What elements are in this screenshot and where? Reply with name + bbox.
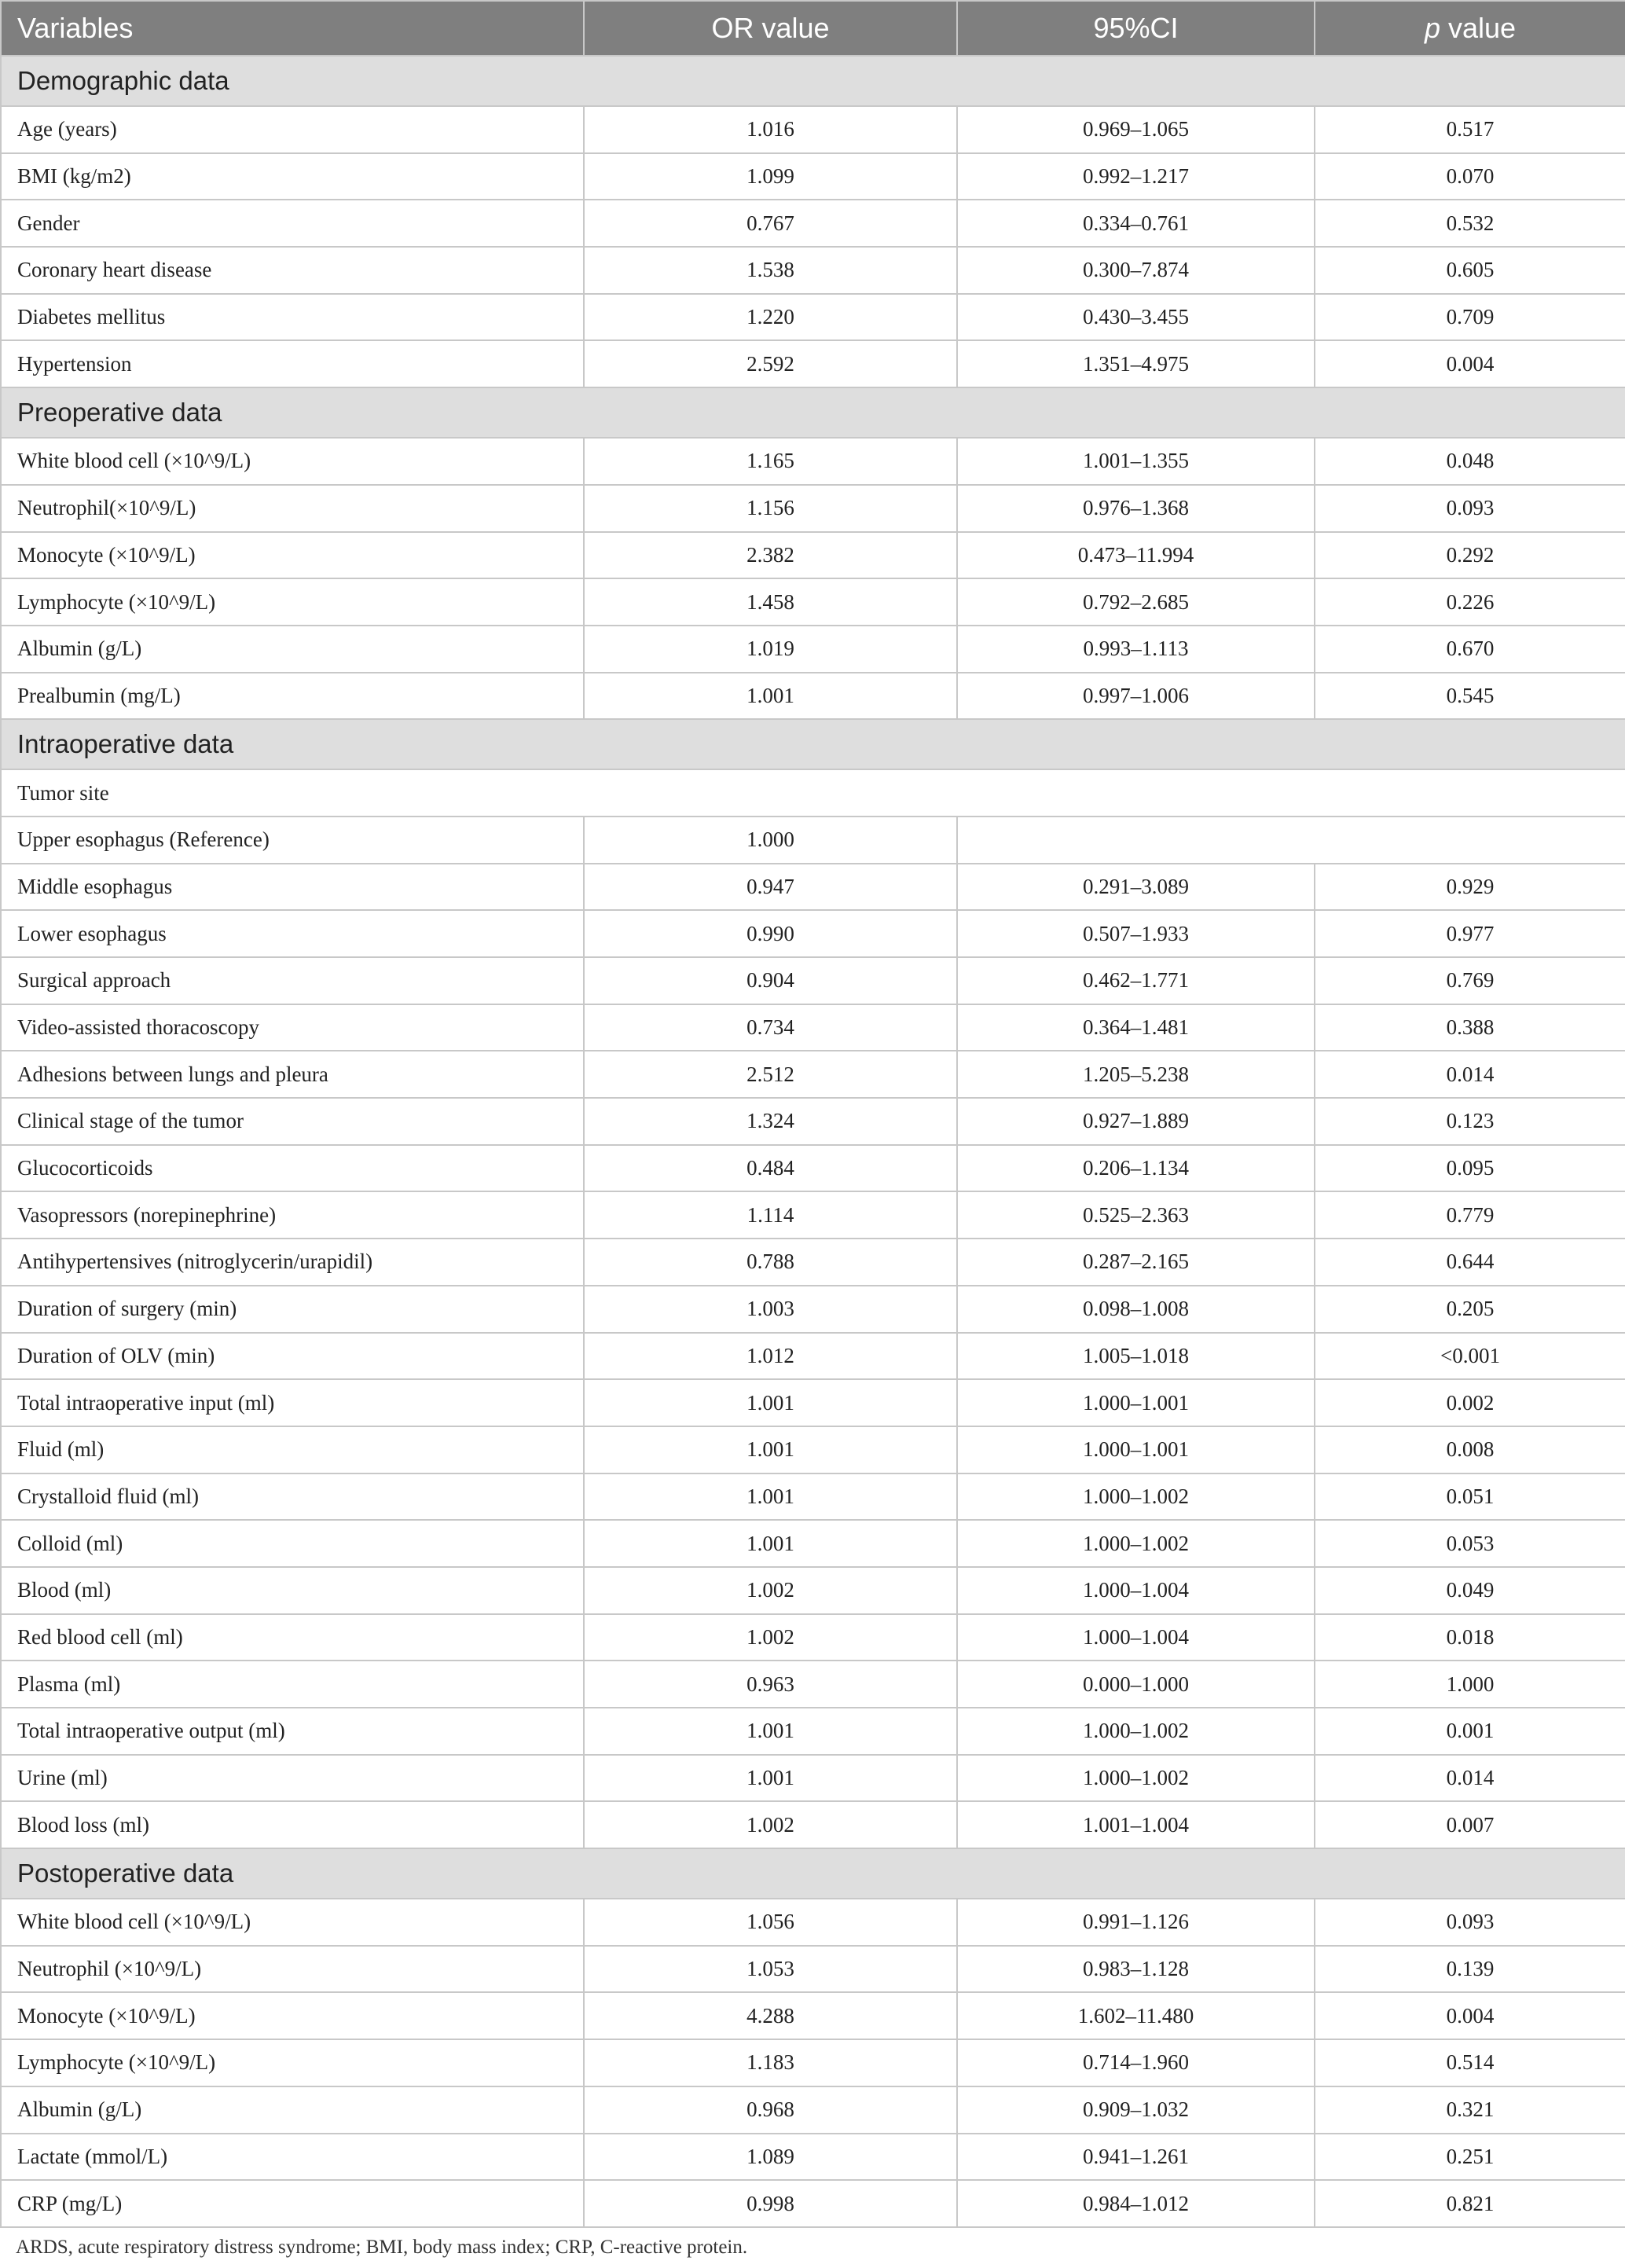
p-value-cell: 0.709: [1315, 294, 1625, 341]
table-row: [1, 438, 1625, 485]
or-value-cell: 1.016: [584, 106, 957, 153]
variable-cell: Colloid (ml): [1, 1520, 584, 1567]
or-value-cell: 1.114: [584, 1191, 957, 1239]
ci-cell: 0.507–1.933: [957, 910, 1315, 957]
or-value-cell: 1.012: [584, 1333, 957, 1380]
variable-cell: Duration of OLV (min): [1, 1333, 584, 1380]
table-row: [1, 153, 1625, 200]
variable-cell: Antihypertensives (nitroglycerin/urapidil): [1, 1239, 584, 1286]
p-value-cell: 0.388: [1315, 1004, 1625, 1051]
table-row: [1, 1520, 1625, 1567]
p-value-cell: 0.002: [1315, 1379, 1625, 1426]
table-row: [1, 673, 1625, 720]
variable-cell: Hypertension: [1, 340, 584, 387]
p-value-cell: 0.779: [1315, 1191, 1625, 1239]
ci-cell: 0.984–1.012: [957, 2180, 1315, 2227]
variable-cell: White blood cell (×10^9/L): [1, 438, 584, 485]
section-title: Postoperative data: [1, 1848, 1625, 1899]
variable-cell: White blood cell (×10^9/L): [1, 1899, 584, 1946]
ci-cell: 0.473–11.994: [957, 532, 1315, 579]
ci-cell: 0.714–1.960: [957, 2039, 1315, 2086]
variable-cell: Lower esophagus: [1, 910, 584, 957]
group-label: Tumor site: [1, 769, 1625, 817]
ci-cell: 1.005–1.018: [957, 1333, 1315, 1380]
variable-cell: Albumin (g/L): [1, 2086, 584, 2134]
ci-cell: 0.287–2.165: [957, 1239, 1315, 1286]
table-body: [1, 56, 1625, 2227]
ci-cell: 0.927–1.889: [957, 1098, 1315, 1145]
p-value-cell: 0.205: [1315, 1286, 1625, 1333]
or-value-cell: 2.592: [584, 340, 957, 387]
table-row: [1, 1145, 1625, 1192]
ci-cell: 0.969–1.065: [957, 106, 1315, 153]
table-row: [1, 2039, 1625, 2086]
ci-cell: 0.993–1.113: [957, 626, 1315, 673]
p-value-cell: 0.532: [1315, 200, 1625, 247]
table-row: [1, 1661, 1625, 1708]
table-row: [1, 247, 1625, 294]
variable-cell: Adhesions between lungs and pleura: [1, 1051, 584, 1098]
variable-cell: Diabetes mellitus: [1, 294, 584, 341]
ci-cell: 0.291–3.089: [957, 864, 1315, 911]
variable-cell: Crystalloid fluid (ml): [1, 1473, 584, 1521]
variable-cell: Clinical stage of the tumor: [1, 1098, 584, 1145]
table-row: [1, 626, 1625, 673]
or-value-cell: 4.288: [584, 1992, 957, 2039]
or-value-cell: 1.001: [584, 1755, 957, 1802]
p-value-cell: 0.014: [1315, 1755, 1625, 1802]
ci-cell: 1.602–11.480: [957, 1992, 1315, 2039]
p-value-cell: 0.048: [1315, 438, 1625, 485]
ci-cell: 0.430–3.455: [957, 294, 1315, 341]
table-row: [1, 578, 1625, 626]
ci-cell: 0.992–1.217: [957, 153, 1315, 200]
p-value-cell: 0.139: [1315, 1946, 1625, 1993]
table-row: [1, 1473, 1625, 1521]
variable-cell: BMI (kg/m2): [1, 153, 584, 200]
ci-cell: 1.000–1.001: [957, 1379, 1315, 1426]
variable-cell: Duration of surgery (min): [1, 1286, 584, 1333]
p-value-cell: 0.053: [1315, 1520, 1625, 1567]
or-value-cell: 1.324: [584, 1098, 957, 1145]
variable-cell: Total intraoperative input (ml): [1, 1379, 584, 1426]
or-value-cell: 1.001: [584, 1708, 957, 1755]
or-value-cell: 1.165: [584, 438, 957, 485]
variable-cell: Blood (ml): [1, 1567, 584, 1614]
or-value-cell: 1.002: [584, 1567, 957, 1614]
ci-cell: 1.001–1.355: [957, 438, 1315, 485]
table-footnote: ARDS, acute respiratory distress syndrome; BMI, body mass index; CRP, C-reactive protein.: [16, 2237, 748, 2258]
ci-cell: 0.997–1.006: [957, 673, 1315, 720]
table-row: [1, 817, 1625, 864]
variable-cell: Neutrophil (×10^9/L): [1, 1946, 584, 1993]
table-row: [1, 1051, 1625, 1098]
p-value-cell: 0.321: [1315, 2086, 1625, 2134]
or-value-cell: 0.947: [584, 864, 957, 911]
section-header-row: [1, 1848, 1625, 1899]
table-row: [1, 1426, 1625, 1473]
variable-cell: Video-assisted thoracoscopy: [1, 1004, 584, 1051]
p-value-cell: 0.517: [1315, 106, 1625, 153]
variable-cell: Albumin (g/L): [1, 626, 584, 673]
p-value-cell: 0.093: [1315, 485, 1625, 532]
or-value-cell: 2.382: [584, 532, 957, 579]
ci-cell: 1.000–1.002: [957, 1708, 1315, 1755]
variable-cell: Middle esophagus: [1, 864, 584, 911]
or-value-cell: 1.458: [584, 578, 957, 626]
table-row: [1, 864, 1625, 911]
section-header-row: [1, 387, 1625, 438]
ci-cell: 1.001–1.004: [957, 1801, 1315, 1848]
variable-cell: Blood loss (ml): [1, 1801, 584, 1848]
header-or-value: OR value: [584, 1, 957, 56]
variable-cell: Lactate (mmol/L): [1, 2134, 584, 2181]
p-value-cell: 0.004: [1315, 1992, 1625, 2039]
table-row: [1, 1992, 1625, 2039]
table-header-row: [1, 1, 1625, 56]
ci-cell: 1.351–4.975: [957, 340, 1315, 387]
variable-cell: CRP (mg/L): [1, 2180, 584, 2227]
variable-cell: Glucocorticoids: [1, 1145, 584, 1192]
variable-cell: Red blood cell (ml): [1, 1614, 584, 1661]
table-row: [1, 2180, 1625, 2227]
table-row: [1, 1191, 1625, 1239]
p-value-cell: 0.001: [1315, 1708, 1625, 1755]
or-value-cell: 0.484: [584, 1145, 957, 1192]
or-value-cell: 1.001: [584, 1379, 957, 1426]
ci-cell: 0.976–1.368: [957, 485, 1315, 532]
ci-cell: 0.364–1.481: [957, 1004, 1315, 1051]
variable-cell: Upper esophagus (Reference): [1, 817, 584, 864]
ci-cell: 1.000–1.002: [957, 1473, 1315, 1521]
table-row: [1, 2134, 1625, 2181]
ci-cell: 1.000–1.004: [957, 1614, 1315, 1661]
table-row: [1, 1755, 1625, 1802]
ci-cell: 0.983–1.128: [957, 1946, 1315, 1993]
section-title: Intraoperative data: [1, 719, 1625, 769]
table-row: [1, 1004, 1625, 1051]
or-value-cell: 0.968: [584, 2086, 957, 2134]
ci-cell: 0.098–1.008: [957, 1286, 1315, 1333]
p-value-cell: 1.000: [1315, 1661, 1625, 1708]
table-row: [1, 1379, 1625, 1426]
p-value-cell: 0.051: [1315, 1473, 1625, 1521]
table-row: [1, 1801, 1625, 1848]
or-value-cell: 1.003: [584, 1286, 957, 1333]
ci-cell: 1.000–1.002: [957, 1520, 1315, 1567]
p-value-cell: 0.605: [1315, 247, 1625, 294]
or-value-cell: 1.183: [584, 2039, 957, 2086]
variable-cell: Prealbumin (mg/L): [1, 673, 584, 720]
p-value-cell: 0.821: [1315, 2180, 1625, 2227]
or-value-cell: 1.053: [584, 1946, 957, 1993]
table-row: [1, 340, 1625, 387]
variable-cell: Age (years): [1, 106, 584, 153]
or-value-cell: 1.089: [584, 2134, 957, 2181]
p-value-cell: 0.929: [1315, 864, 1625, 911]
or-value-cell: 0.963: [584, 1661, 957, 1708]
table-row: [1, 1899, 1625, 1946]
ci-cell: 0.000–1.000: [957, 1661, 1315, 1708]
variable-cell: Urine (ml): [1, 1755, 584, 1802]
p-value-cell: 0.004: [1315, 340, 1625, 387]
or-value-cell: 1.000: [584, 817, 957, 864]
p-value-cell: 0.226: [1315, 578, 1625, 626]
or-value-cell: 1.001: [584, 673, 957, 720]
or-value-cell: 0.734: [584, 1004, 957, 1051]
header-p-letter: p: [1424, 12, 1440, 44]
group-label-row: [1, 769, 1625, 817]
header-p-value: [1315, 1, 1625, 56]
table-row: [1, 1286, 1625, 1333]
p-value-cell: 0.093: [1315, 1899, 1625, 1946]
ci-cell: 0.334–0.761: [957, 200, 1315, 247]
or-value-cell: 1.001: [584, 1473, 957, 1521]
header-variables: Variables: [1, 1, 584, 56]
variable-cell: Plasma (ml): [1, 1661, 584, 1708]
table-row: [1, 1946, 1625, 1993]
or-value-cell: 1.019: [584, 626, 957, 673]
variable-cell: Gender: [1, 200, 584, 247]
table-row: [1, 957, 1625, 1004]
section-title: Demographic data: [1, 56, 1625, 106]
p-value-cell: <0.001: [1315, 1333, 1625, 1380]
table-row: [1, 2086, 1625, 2134]
or-value-cell: 1.002: [584, 1801, 957, 1848]
variable-cell: Vasopressors (norepinephrine): [1, 1191, 584, 1239]
ci-cell: 0.792–2.685: [957, 578, 1315, 626]
table-row: [1, 1098, 1625, 1145]
table-row: [1, 200, 1625, 247]
table-row: [1, 532, 1625, 579]
table-row: [1, 106, 1625, 153]
p-value-cell: 0.977: [1315, 910, 1625, 957]
table-row: [1, 1239, 1625, 1286]
section-header-row: [1, 719, 1625, 769]
p-value-cell: 0.008: [1315, 1426, 1625, 1473]
p-value-cell: 0.014: [1315, 1051, 1625, 1098]
section-title: Preoperative data: [1, 387, 1625, 438]
or-value-cell: 2.512: [584, 1051, 957, 1098]
variable-cell: Monocyte (×10^9/L): [1, 1992, 584, 2039]
p-value-cell: 0.644: [1315, 1239, 1625, 1286]
variable-cell: Lymphocyte (×10^9/L): [1, 578, 584, 626]
p-value-cell: 0.292: [1315, 532, 1625, 579]
table-row: [1, 1333, 1625, 1380]
header-p-suffix: value: [1440, 12, 1517, 44]
ci-cell: 0.909–1.032: [957, 2086, 1315, 2134]
p-value-cell: 0.123: [1315, 1098, 1625, 1145]
table-row: [1, 1708, 1625, 1755]
p-value-cell: 0.670: [1315, 626, 1625, 673]
or-value-cell: 0.990: [584, 910, 957, 957]
header-ci: 95%CI: [957, 1, 1315, 56]
p-value-cell: 0.095: [1315, 1145, 1625, 1192]
p-value-cell: 0.070: [1315, 153, 1625, 200]
or-value-cell: 1.156: [584, 485, 957, 532]
or-value-cell: 1.056: [584, 1899, 957, 1946]
table-row: [1, 485, 1625, 532]
variable-cell: Total intraoperative output (ml): [1, 1708, 584, 1755]
p-value-cell: 0.251: [1315, 2134, 1625, 2181]
variable-cell: Coronary heart disease: [1, 247, 584, 294]
ci-cell: 0.525–2.363: [957, 1191, 1315, 1239]
variable-cell: Surgical approach: [1, 957, 584, 1004]
variable-cell: Neutrophil(×10^9/L): [1, 485, 584, 532]
or-value-cell: 0.904: [584, 957, 957, 1004]
table-row: [1, 294, 1625, 341]
ci-cell: 0.991–1.126: [957, 1899, 1315, 1946]
table-row: [1, 910, 1625, 957]
variable-cell: Lymphocyte (×10^9/L): [1, 2039, 584, 2086]
section-header-row: [1, 56, 1625, 106]
or-value-cell: 1.002: [584, 1614, 957, 1661]
ci-cell: 0.300–7.874: [957, 247, 1315, 294]
ci-cell: 0.941–1.261: [957, 2134, 1315, 2181]
ci-cell: 1.205–5.238: [957, 1051, 1315, 1098]
table-row: [1, 1567, 1625, 1614]
ci-cell: 1.000–1.002: [957, 1755, 1315, 1802]
p-value-cell: 0.545: [1315, 673, 1625, 720]
ci-cell: 1.000–1.004: [957, 1567, 1315, 1614]
or-value-cell: 0.767: [584, 200, 957, 247]
empty-cell: [957, 817, 1625, 864]
ci-cell: 0.206–1.134: [957, 1145, 1315, 1192]
ci-cell: 1.000–1.001: [957, 1426, 1315, 1473]
or-value-cell: 1.538: [584, 247, 957, 294]
or-value-cell: 1.001: [584, 1520, 957, 1567]
or-value-cell: 0.788: [584, 1239, 957, 1286]
variable-cell: Monocyte (×10^9/L): [1, 532, 584, 579]
or-value-cell: 0.998: [584, 2180, 957, 2227]
or-value-cell: 1.099: [584, 153, 957, 200]
or-value-cell: 1.001: [584, 1426, 957, 1473]
p-value-cell: 0.049: [1315, 1567, 1625, 1614]
p-value-cell: 0.514: [1315, 2039, 1625, 2086]
p-value-cell: 0.769: [1315, 957, 1625, 1004]
p-value-cell: 0.018: [1315, 1614, 1625, 1661]
or-value-cell: 1.220: [584, 294, 957, 341]
ci-cell: 0.462–1.771: [957, 957, 1315, 1004]
variable-cell: Fluid (ml): [1, 1426, 584, 1473]
table-row: [1, 1614, 1625, 1661]
p-value-cell: 0.007: [1315, 1801, 1625, 1848]
